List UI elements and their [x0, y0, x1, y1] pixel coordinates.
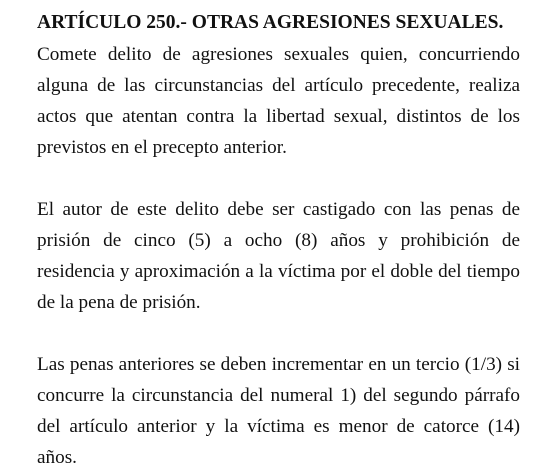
article-paragraph-1: Comete delito de agresiones sexuales quien, concurriendo alguna de las circunstancias del artículo precedente, realiza actos que atentan contra la libertad sexual, distintos de los previstos en el precepto anterior. — [37, 44, 520, 158]
article-paragraph-2: El autor de este delito debe ser castigado con las penas de prisión de cinco (5) a ocho (8) años y prohibición de residencia y aproximación a la víctima por el doble del tiempo de la pena de prisión. — [37, 199, 520, 313]
article-document — [37, 10, 520, 473]
article-title: ARTÍCULO 250.- OTRAS AGRESIONES SEXUALES. — [37, 12, 504, 33]
article-paragraph-3: Las penas anteriores se deben incrementar en un tercio (1/3) si concurre la circunstancia del numeral 1) del segundo párrafo del artículo anterior y la víctima es menor de catorce (14) años. — [37, 354, 520, 468]
paragraph-spacer — [37, 318, 520, 349]
paragraph-spacer — [37, 163, 520, 194]
